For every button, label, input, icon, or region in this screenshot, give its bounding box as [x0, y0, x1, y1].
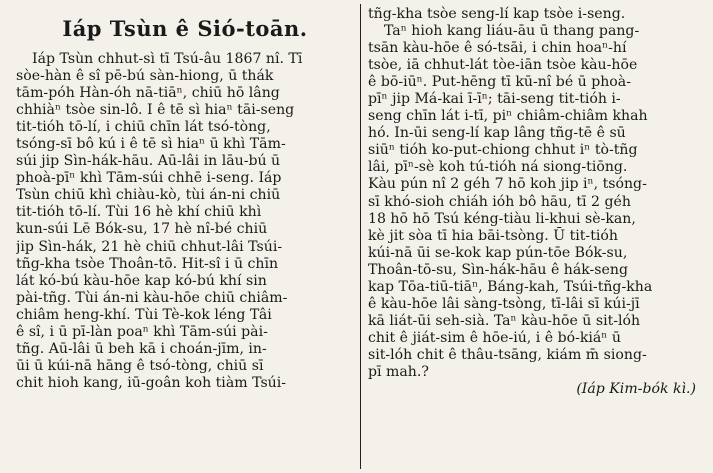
text-line: ê bō-iūⁿ. Put-hēng tī kū-nî bé ū phoà-	[368, 74, 631, 91]
text-line: tsóng-sī bô kú i ê tē sì hiaⁿ ū khì Tām-	[16, 136, 286, 153]
text-line: sòe-hàn ê sî pē-bú sàn-hiong, ū thák	[16, 68, 274, 85]
text-line: chiâm heng-khí. Tùi Tè-kok léng Tâi	[16, 306, 272, 323]
right-column-body	[368, 6, 702, 381]
text-line: 18 hō hō Tsú kéng-tiàu li-khui sè-kan,	[368, 210, 636, 227]
text-line: Iáp Tsùn chhut-sì tī Tsú-âu 1867 nî. Tī	[32, 51, 303, 67]
text-line: Taⁿ hioh kang liáu-āu ū thang pang-	[384, 23, 640, 40]
text-line: chit ê jiát-sim ê hōe-iú, i ê bó-kiáⁿ ū	[368, 329, 621, 346]
left-column-body	[16, 51, 354, 392]
text-line: tsòe, iā chhut-lát tòe-iān tsòe kàu-hōe	[368, 57, 638, 74]
text-line: kun-súi Lē Bók-su, 17 hè nî-bé chiū	[16, 221, 268, 238]
text-line: chhiàⁿ tsòe sin-lô. I ê tē sì hiaⁿ tāi-seng	[16, 102, 295, 119]
text-line: lát kó-bú kàu-hōe kap kó-bú khí sin	[16, 272, 267, 289]
text-line: pī mah.?	[368, 363, 429, 380]
text-line: pīⁿ jip Má-kai ī-īⁿ; tāi-seng tit-tióh i-	[368, 91, 621, 108]
author-signature: (Iáp Kim-bók kì.)	[576, 381, 696, 398]
text-line: Tsùn chiū khì chiàu-kò, tùi án-ni chiū	[16, 187, 281, 204]
right-column	[368, 6, 702, 467]
text-line: hó. In-ūi seng-lí kap lâng tñg-tē ê sū	[368, 125, 626, 142]
text-line: tit-tióh tō-lí. Tùi 16 hè khí chiū khì	[16, 204, 262, 221]
text-line: kúi-nā ūi se-kok kap pún-tōe Bók-su,	[368, 244, 628, 261]
text-line: tsān kàu-hōe ê só-tsāi, i chin hoaⁿ-hí	[368, 40, 627, 57]
text-line: sī khó-sioh chiáh ióh bô hāu, tī 2 géh	[368, 193, 631, 210]
text-line: lâi, pīⁿ-sè koh tú-tióh ná siong-tiōng.	[368, 159, 628, 176]
text-line: tñg-kha tsòe seng-lí kap tsòe i-seng.	[368, 6, 626, 22]
text-line: pài-tñg. Tùi án-ni kàu-hōe chiū chiâm-	[16, 289, 288, 306]
text-line: sit-lóh chit ê thâu-tsāng, kiám m̄ siong-	[368, 346, 647, 363]
article-title: Iáp Tsùn ê Sió-toān.	[62, 16, 308, 41]
left-column	[16, 6, 354, 467]
text-line: phoà-pīⁿ khì Tām-súi chhē i-seng. Iáp	[16, 170, 282, 187]
text-line: kā liát-ūi seh-sià. Taⁿ kàu-hōe ū sit-lóh	[368, 312, 641, 329]
text-line: ê sî, i ū pī-làn poaⁿ khì Tām-súi pài-	[16, 323, 268, 340]
text-line: ê kàu-hōe lâi sàng-tsòng, tī-lâi sī kúi-jī	[368, 295, 640, 312]
text-line: kap Tōa-tiū-tiāⁿ, Báng-kah, Tsúi-tñg-kha	[368, 278, 653, 295]
column-divider	[360, 4, 361, 469]
text-line: tñg. Aū-lâi ū beh kā i choán-jīm, in-	[16, 340, 267, 357]
text-line: tit-tióh tō-lí, i chiū chīn lát tsó-tòng,	[16, 119, 271, 136]
text-line: seng chīn lát i-tī, piⁿ chiâm-chiâm khah	[368, 108, 648, 125]
text-line: ūi ū kúi-nā hāng ê tsó-tòng, chiū sī	[16, 357, 264, 374]
text-line: jip Sìn-hák, 21 hè chiū chhut-lâi Tsúi-	[16, 238, 283, 255]
text-line: tñg-kha tsòe Thoân-tō. Hit-sî i ū chīn	[16, 255, 279, 272]
text-line: siūⁿ tióh ko-put-chiong chhut iⁿ tò-tñg	[368, 142, 638, 159]
text-line: Kàu pún nî 2 géh 7 hō koh jip iⁿ, tsóng-	[368, 176, 647, 193]
text-line: kè jit sòa tī hia bāi-tsòng. Ū tit-tióh	[368, 227, 618, 244]
text-line: tām-póh Hàn-óh nā-tiāⁿ, chiū hō lâng	[16, 85, 280, 102]
text-line: súi jip Sìn-hák-hāu. Aū-lâi in lāu-bú ū	[16, 153, 281, 170]
text-line: Thoân-tō-su, Sìn-hák-hāu ê hák-seng	[368, 261, 628, 278]
text-line: chit hioh kang, iū-goân koh tiàm Tsúi-	[16, 374, 287, 391]
